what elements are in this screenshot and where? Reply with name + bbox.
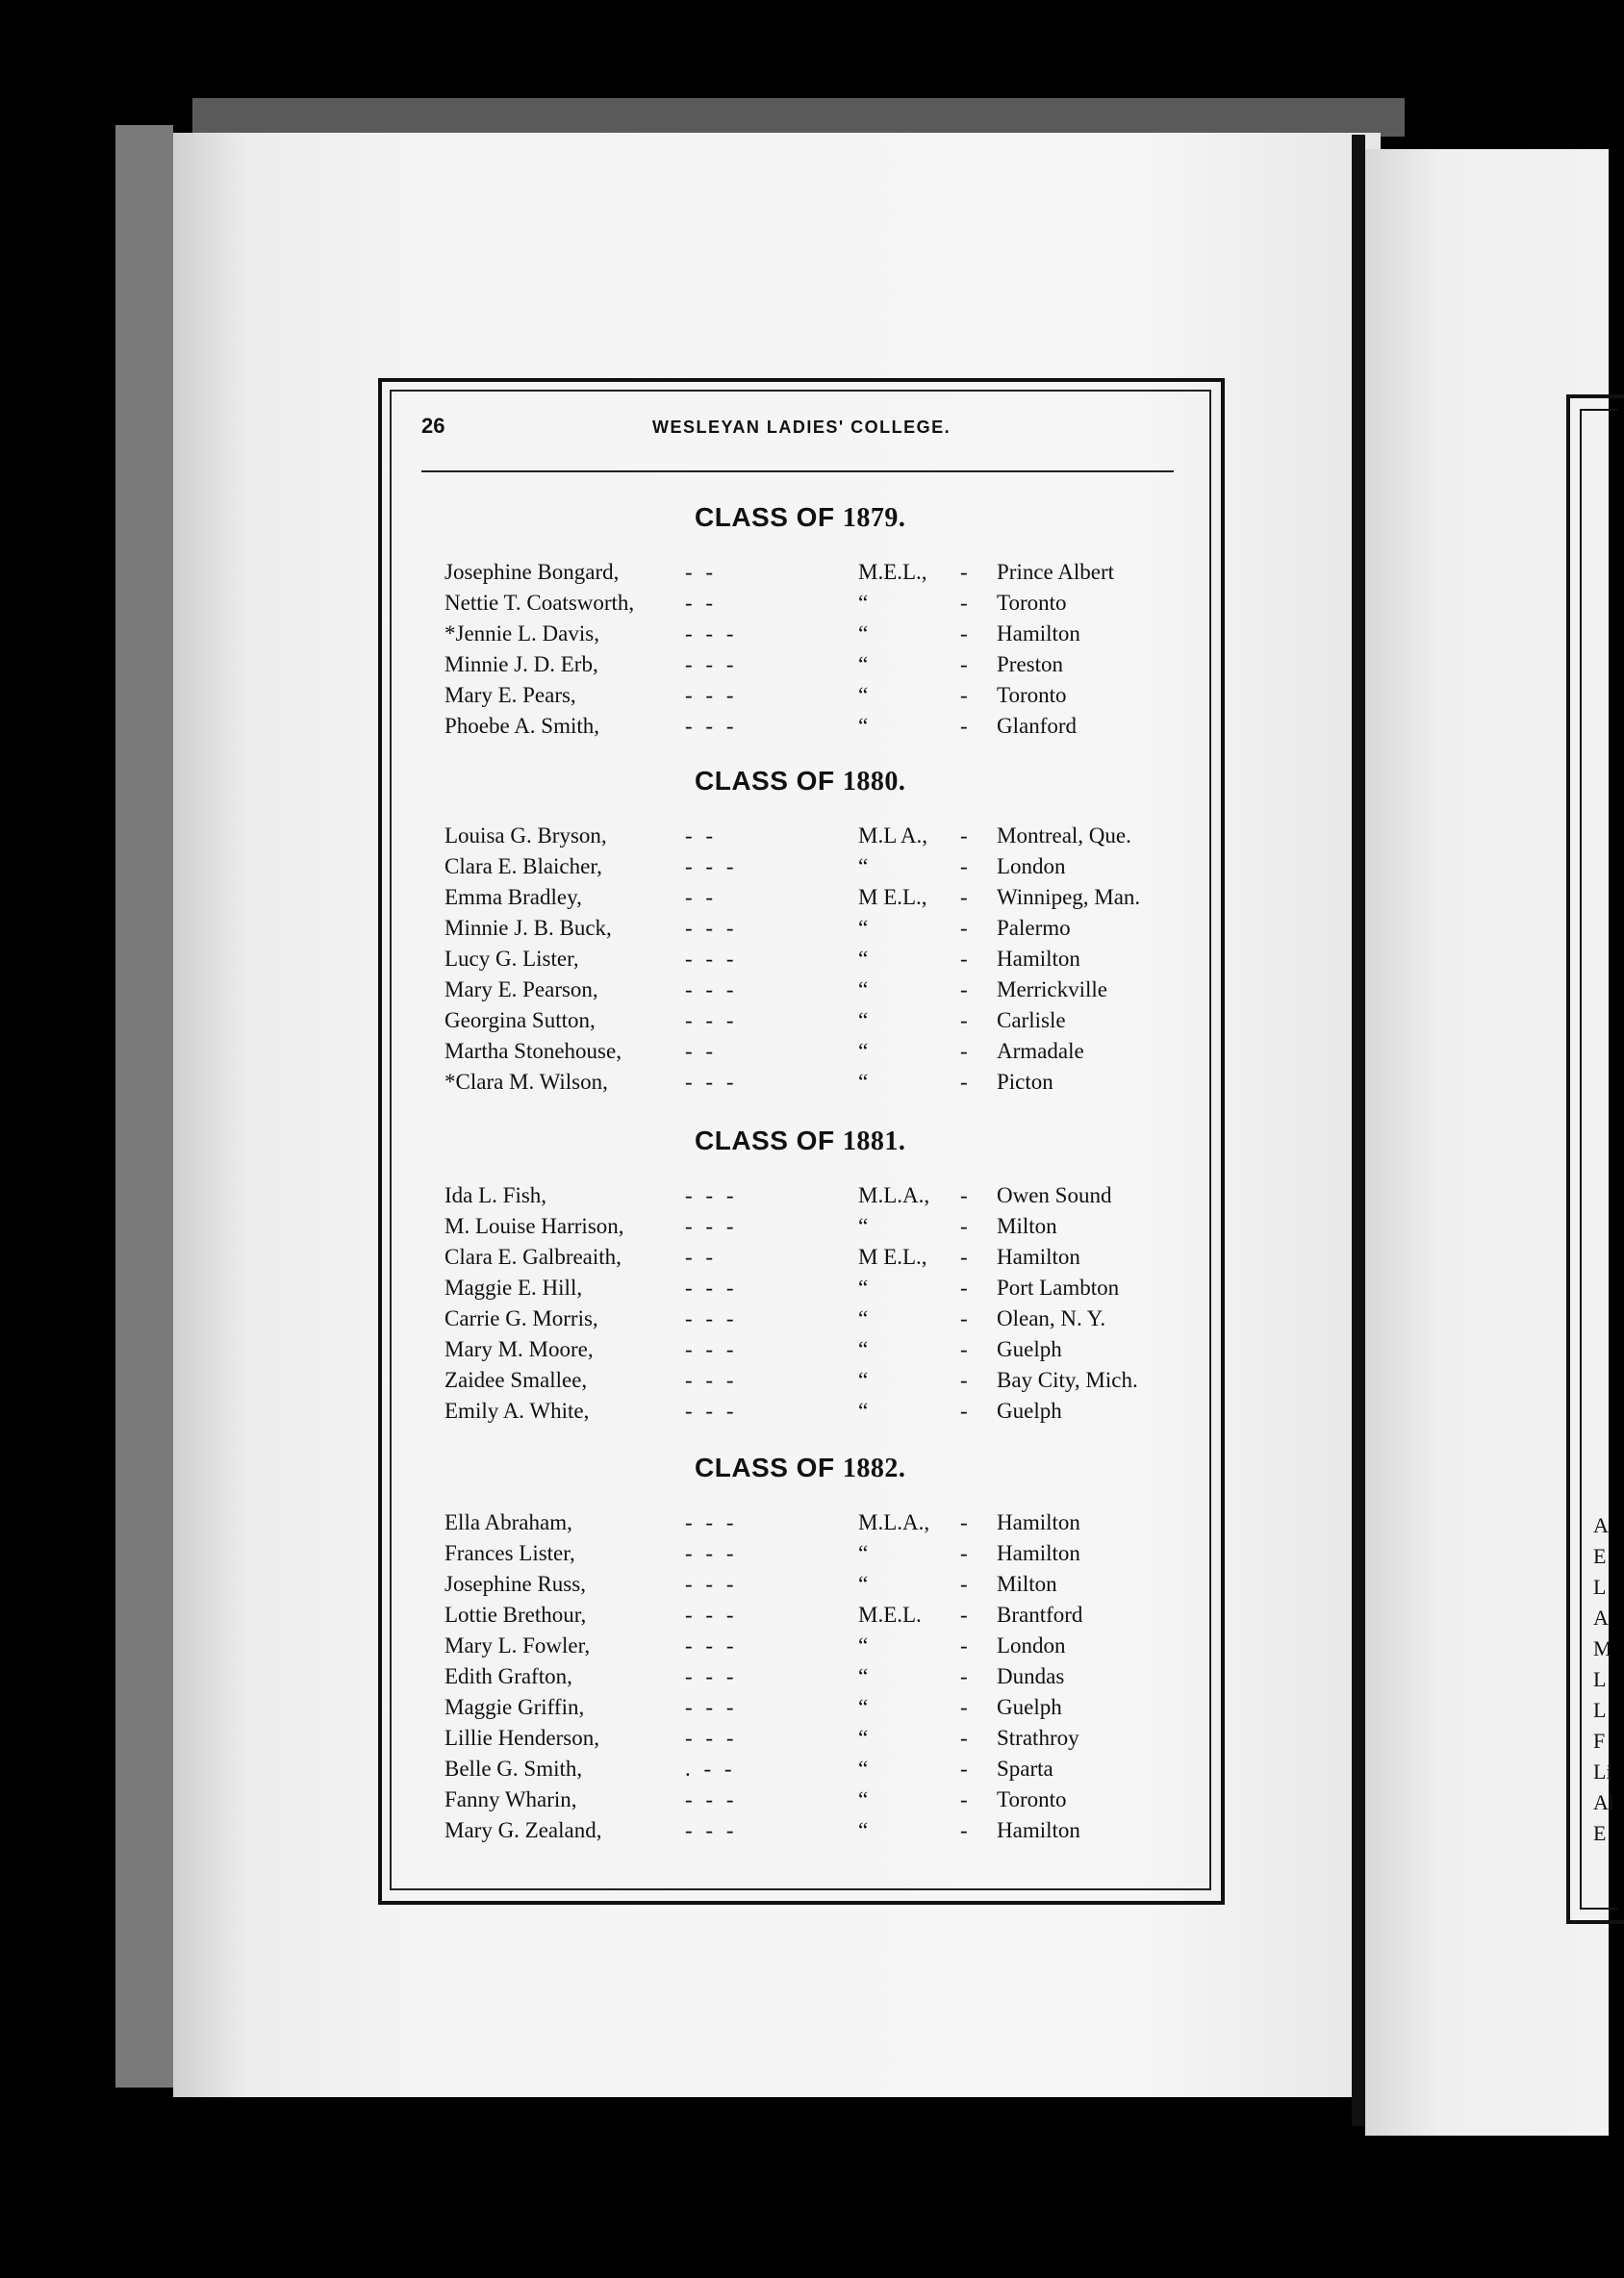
dot-leader: - - - — [685, 1399, 738, 1423]
degree: M E.L., — [858, 1245, 927, 1269]
page-number: 26 — [421, 414, 445, 438]
hometown: Port Lambton — [997, 1276, 1120, 1300]
separator-dash: - — [960, 1572, 968, 1596]
hometown: Toronto — [997, 683, 1067, 707]
graduate-name: Josephine Russ, — [444, 1572, 586, 1596]
hometown: Milton — [997, 1572, 1057, 1596]
dot-leader: - - - — [685, 1633, 738, 1658]
hometown: Merrickville — [997, 977, 1107, 1001]
dot-leader: - - - — [685, 1183, 738, 1207]
graduate-row — [444, 621, 1176, 652]
class-heading — [695, 502, 905, 534]
graduate-name: *Jennie L. Davis, — [444, 621, 599, 645]
adjacent-page-letter: A — [1593, 1606, 1609, 1630]
adjacent-page-letter: E — [1593, 1544, 1607, 1568]
class-year: 1881. — [842, 1126, 906, 1156]
graduate-name: Zaidee Smallee, — [444, 1368, 588, 1392]
degree: “ — [858, 1757, 869, 1781]
hometown: Toronto — [997, 1787, 1067, 1811]
graduate-row — [444, 947, 1176, 977]
graduate-name: Belle G. Smith, — [444, 1757, 583, 1781]
graduate-row — [444, 1183, 1176, 1214]
separator-dash: - — [960, 1070, 968, 1094]
graduate-row — [444, 1399, 1176, 1430]
hometown: Prince Albert — [997, 560, 1114, 584]
graduate-name: Maggie Griffin, — [444, 1695, 585, 1719]
graduate-row — [444, 683, 1176, 714]
graduate-row — [444, 1603, 1176, 1633]
adjacent-page-text — [1593, 1510, 1612, 1849]
hometown: Hamilton — [997, 947, 1080, 971]
separator-dash: - — [960, 947, 968, 971]
graduate-row — [444, 1818, 1176, 1849]
graduate-name: Phoebe A. Smith, — [444, 714, 600, 738]
graduate-row — [444, 714, 1176, 745]
hometown: Olean, N. Y. — [997, 1306, 1106, 1330]
hometown: Carlisle — [997, 1008, 1066, 1032]
separator-dash: - — [960, 560, 968, 584]
class-heading-label: CLASS OF — [695, 766, 843, 796]
graduate-row — [444, 1787, 1176, 1818]
dot-leader: - - - — [685, 1276, 738, 1300]
dot-leader: - - - — [685, 1664, 738, 1688]
separator-dash: - — [960, 1603, 968, 1627]
adjacent-page-letter: M — [1593, 1636, 1612, 1660]
graduate-name: Louisa G. Bryson, — [444, 823, 607, 848]
separator-dash: - — [960, 1183, 968, 1207]
hometown: Sparta — [997, 1757, 1053, 1781]
hometown: Bay City, Mich. — [997, 1368, 1138, 1392]
separator-dash: - — [960, 977, 968, 1001]
adjacent-page-letter: L — [1593, 1698, 1607, 1722]
hometown: Brantford — [997, 1603, 1083, 1627]
graduate-name: Emily A. White, — [444, 1399, 590, 1423]
hometown: Strathroy — [997, 1726, 1079, 1750]
graduate-name: Clara E. Blaicher, — [444, 854, 602, 878]
separator-dash: - — [960, 916, 968, 940]
graduate-row — [444, 1726, 1176, 1757]
graduate-row — [444, 652, 1176, 683]
separator-dash: - — [960, 823, 968, 848]
separator-dash: - — [960, 652, 968, 676]
graduate-name: Georgina Sutton, — [444, 1008, 596, 1032]
dot-leader: . - - — [685, 1757, 736, 1781]
separator-dash: - — [960, 1726, 968, 1750]
hometown: Palermo — [997, 916, 1071, 940]
degree: “ — [858, 1276, 869, 1300]
separator-dash: - — [960, 1664, 968, 1688]
graduate-name: Maggie E. Hill, — [444, 1276, 583, 1300]
graduate-row — [444, 1757, 1176, 1787]
graduate-name: Mary E. Pearson, — [444, 977, 598, 1001]
separator-dash: - — [960, 1039, 968, 1063]
dot-leader: - - - — [685, 1306, 738, 1330]
graduate-row — [444, 591, 1176, 621]
dot-leader: - - - — [685, 1787, 738, 1811]
graduate-name: Nettie T. Coatsworth, — [444, 591, 635, 615]
graduate-name: Clara E. Galbreaith, — [444, 1245, 622, 1269]
graduate-name: Mary M. Moore, — [444, 1337, 594, 1361]
dot-leader: - - - — [685, 652, 738, 676]
degree: “ — [858, 1664, 869, 1688]
degree: “ — [858, 1633, 869, 1658]
dot-leader: - - - — [685, 683, 738, 707]
graduate-name: Emma Bradley, — [444, 885, 582, 909]
hometown: Guelph — [997, 1399, 1062, 1423]
dot-leader: - - - — [685, 977, 738, 1001]
graduate-name: Mary L. Fowler, — [444, 1633, 591, 1658]
dot-leader: - - - — [685, 1541, 738, 1565]
dot-leader: - - - — [685, 1008, 738, 1032]
dot-leader: - - - — [685, 947, 738, 971]
adjacent-page-letter: Li — [1593, 1759, 1612, 1784]
graduate-name: Lottie Brethour, — [444, 1603, 587, 1627]
separator-dash: - — [960, 1214, 968, 1238]
degree: “ — [858, 1818, 869, 1842]
dot-leader: - - - — [685, 1695, 738, 1719]
degree: “ — [858, 1726, 869, 1750]
graduate-row — [444, 1664, 1176, 1695]
separator-dash: - — [960, 1633, 968, 1658]
dot-leader: - - - — [685, 1510, 738, 1534]
hometown: Picton — [997, 1070, 1053, 1094]
separator-dash: - — [960, 1757, 968, 1781]
dot-leader: - - — [685, 560, 718, 584]
separator-dash: - — [960, 1276, 968, 1300]
separator-dash: - — [960, 885, 968, 909]
graduate-name: Mary G. Zealand, — [444, 1818, 602, 1842]
graduate-row — [444, 1541, 1176, 1572]
graduate-name: *Clara M. Wilson, — [444, 1070, 608, 1094]
separator-dash: - — [960, 1787, 968, 1811]
graduate-row — [444, 854, 1176, 885]
degree: “ — [858, 652, 869, 676]
graduate-name: Minnie J. B. Buck, — [444, 916, 612, 940]
dot-leader: - - - — [685, 1603, 738, 1627]
degree: “ — [858, 683, 869, 707]
separator-dash: - — [960, 1695, 968, 1719]
hometown: Milton — [997, 1214, 1057, 1238]
class-heading-label: CLASS OF — [695, 1453, 843, 1482]
graduate-row — [444, 823, 1176, 854]
degree: “ — [858, 1695, 869, 1719]
separator-dash: - — [960, 1510, 968, 1534]
running-head: WESLEYAN LADIES' COLLEGE. — [652, 418, 952, 437]
class-heading — [695, 1453, 905, 1484]
class-heading — [695, 1126, 905, 1157]
dot-leader: - - - — [685, 854, 738, 878]
adjacent-page-letter: F — [1593, 1729, 1606, 1753]
header-rule — [421, 470, 1174, 472]
hometown: Guelph — [997, 1695, 1062, 1719]
degree: “ — [858, 1039, 869, 1063]
dot-leader: - - - — [685, 1726, 738, 1750]
hometown: London — [997, 1633, 1066, 1658]
separator-dash: - — [960, 1818, 968, 1842]
dot-leader: - - — [685, 823, 718, 848]
degree: “ — [858, 1214, 869, 1238]
class-heading-label: CLASS OF — [695, 1126, 843, 1155]
graduate-row — [444, 1214, 1176, 1245]
separator-dash: - — [960, 1368, 968, 1392]
hometown: Glanford — [997, 714, 1078, 738]
class-year: 1882. — [842, 1454, 906, 1483]
graduate-row — [444, 1276, 1176, 1306]
graduate-name: M. Louise Harrison, — [444, 1214, 624, 1238]
class-heading-label: CLASS OF — [695, 502, 843, 532]
class-year: 1880. — [842, 767, 906, 797]
scan-shadow-top — [192, 98, 1405, 137]
separator-dash: - — [960, 683, 968, 707]
graduate-name: Ida L. Fish, — [444, 1183, 547, 1207]
dot-leader: - - - — [685, 1572, 738, 1596]
dot-leader: - - - — [685, 1070, 738, 1094]
graduate-row — [444, 1008, 1176, 1039]
book-gutter — [1352, 135, 1365, 2126]
degree: “ — [858, 1787, 869, 1811]
graduate-name: Frances Lister, — [444, 1541, 575, 1565]
hometown: Toronto — [997, 591, 1067, 615]
hometown: Dundas — [997, 1664, 1065, 1688]
dot-leader: - - - — [685, 714, 738, 738]
class-year: 1879. — [842, 503, 906, 533]
degree: “ — [858, 947, 869, 971]
degree: “ — [858, 1337, 869, 1361]
graduate-row — [444, 1368, 1176, 1399]
hometown: Hamilton — [997, 1541, 1080, 1565]
separator-dash: - — [960, 1337, 968, 1361]
degree: “ — [858, 621, 869, 645]
separator-dash: - — [960, 1245, 968, 1269]
graduate-row — [444, 1039, 1176, 1070]
dot-leader: - - - — [685, 1214, 738, 1238]
hometown: Armadale — [997, 1039, 1084, 1063]
graduate-name: Edith Grafton, — [444, 1664, 572, 1688]
separator-dash: - — [960, 714, 968, 738]
graduate-row — [444, 916, 1176, 947]
degree: “ — [858, 1368, 869, 1392]
graduate-row — [444, 1510, 1176, 1541]
dot-leader: - - — [685, 1039, 718, 1063]
separator-dash: - — [960, 621, 968, 645]
degree: “ — [858, 1399, 869, 1423]
dot-leader: - - — [685, 1245, 718, 1269]
class-heading — [695, 766, 905, 797]
adjacent-page-letter: L — [1593, 1575, 1607, 1599]
graduate-name: Lillie Henderson, — [444, 1726, 599, 1750]
dot-leader: - - - — [685, 621, 738, 645]
degree: M.E.L., — [858, 560, 927, 584]
hometown: Hamilton — [997, 1245, 1080, 1269]
separator-dash: - — [960, 1399, 968, 1423]
graduate-row — [444, 1337, 1176, 1368]
graduate-row — [444, 1572, 1176, 1603]
degree: “ — [858, 916, 869, 940]
dot-leader: - - - — [685, 916, 738, 940]
graduate-name: Lucy G. Lister, — [444, 947, 579, 971]
degree: “ — [858, 714, 869, 738]
graduate-row — [444, 885, 1176, 916]
graduate-name: Fanny Wharin, — [444, 1787, 577, 1811]
hometown: Hamilton — [997, 1818, 1080, 1842]
adjacent-page-letter: L — [1593, 1667, 1607, 1691]
degree: M.L.A., — [858, 1510, 930, 1534]
hometown: Owen Sound — [997, 1183, 1112, 1207]
degree: M.L A., — [858, 823, 927, 848]
separator-dash: - — [960, 1541, 968, 1565]
graduate-row — [444, 1070, 1176, 1101]
degree: M E.L., — [858, 885, 927, 909]
graduate-name: Mary E. Pears, — [444, 683, 576, 707]
graduate-name: Carrie G. Morris, — [444, 1306, 598, 1330]
separator-dash: - — [960, 1008, 968, 1032]
dot-leader: - - - — [685, 1818, 738, 1842]
dot-leader: - - - — [685, 1368, 738, 1392]
separator-dash: - — [960, 1306, 968, 1330]
hometown: Hamilton — [997, 621, 1080, 645]
dot-leader: - - — [685, 591, 718, 615]
degree: “ — [858, 1070, 869, 1094]
degree: “ — [858, 1306, 869, 1330]
page-header — [421, 414, 1172, 446]
graduate-name: Martha Stonehouse, — [444, 1039, 622, 1063]
degree: M.L.A., — [858, 1183, 930, 1207]
dot-leader: - - - — [685, 1337, 738, 1361]
scan-shadow-left — [115, 125, 173, 2088]
dot-leader: - - — [685, 885, 718, 909]
degree: “ — [858, 1541, 869, 1565]
graduate-row — [444, 1245, 1176, 1276]
graduate-name: Minnie J. D. Erb, — [444, 652, 598, 676]
graduate-row — [444, 1306, 1176, 1337]
separator-dash: - — [960, 591, 968, 615]
adjacent-page-letter: Al — [1593, 1790, 1614, 1814]
hometown: Winnipeg, Man. — [997, 885, 1141, 909]
graduate-name: Ella Abraham, — [444, 1510, 572, 1534]
hometown: London — [997, 854, 1066, 878]
hometown: Hamilton — [997, 1510, 1080, 1534]
graduate-name: Josephine Bongard, — [444, 560, 620, 584]
separator-dash: - — [960, 854, 968, 878]
degree: “ — [858, 591, 869, 615]
adjacent-page-letter: A — [1593, 1513, 1609, 1537]
degree: “ — [858, 977, 869, 1001]
degree: “ — [858, 1572, 869, 1596]
degree: M.E.L. — [858, 1603, 922, 1627]
graduate-row — [444, 560, 1176, 591]
graduate-row — [444, 1633, 1176, 1664]
hometown: Preston — [997, 652, 1063, 676]
adjacent-page-letter: E — [1593, 1821, 1607, 1845]
hometown: Guelph — [997, 1337, 1062, 1361]
hometown: Montreal, Que. — [997, 823, 1131, 848]
graduate-row — [444, 977, 1176, 1008]
graduate-row — [444, 1695, 1176, 1726]
degree: “ — [858, 1008, 869, 1032]
degree: “ — [858, 854, 869, 878]
